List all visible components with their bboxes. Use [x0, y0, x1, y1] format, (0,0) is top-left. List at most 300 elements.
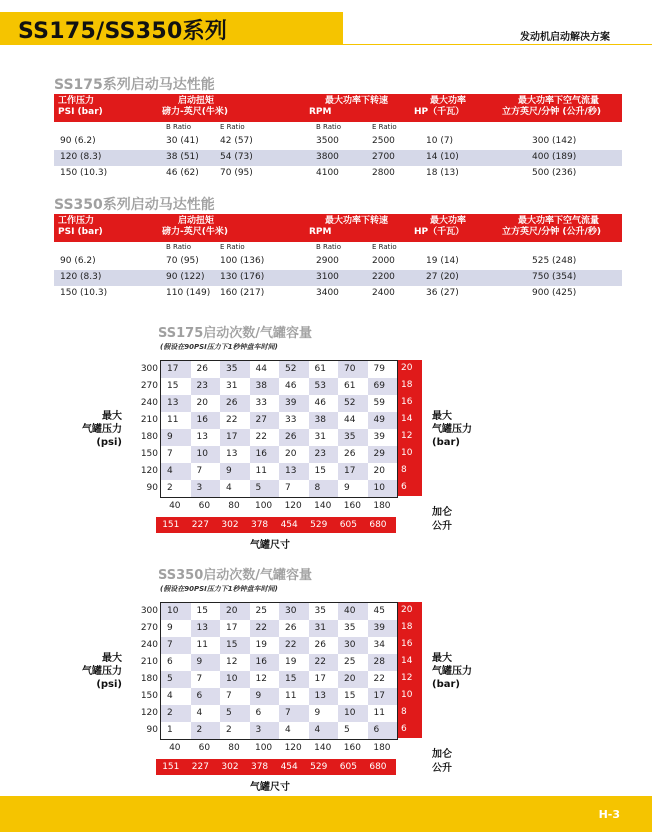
- grid-cell: 12: [220, 654, 250, 671]
- cell-tb: 70 (95): [166, 256, 199, 266]
- cell-tb: 46 (62): [166, 168, 199, 178]
- grid-cell: 39: [368, 429, 398, 446]
- gallon-tick: 40: [169, 501, 181, 511]
- grid-cell: 3: [250, 722, 280, 739]
- grid-cell: 13: [191, 620, 221, 637]
- gallon-tick: 140: [314, 743, 332, 753]
- grid-cell: 17: [161, 361, 191, 378]
- left-axis-title-line: 最大: [102, 411, 122, 422]
- grid-row: [161, 637, 397, 654]
- grid-row: [161, 412, 397, 429]
- liter-tick: 529: [310, 520, 328, 530]
- grid-cell: 31: [309, 429, 339, 446]
- grid-cell: 1: [161, 722, 191, 739]
- cell-rb: 3400: [316, 288, 339, 298]
- liter-label: 公升: [432, 763, 452, 774]
- grid-cell: 10: [220, 671, 250, 688]
- psi-tick: 240: [140, 640, 158, 650]
- gallon-tick: 160: [343, 501, 361, 511]
- right-axis-title-line: (bar): [432, 679, 460, 690]
- cell-air: 400 (189): [532, 152, 577, 162]
- bar-axis-column: [398, 602, 422, 738]
- bar-tick: 8: [401, 707, 407, 717]
- bar-tick: 20: [401, 363, 413, 373]
- cell-te: 160 (217): [220, 288, 265, 298]
- capacity-note: (假设在90PSI压力下1秒钟盘车时间): [160, 343, 278, 351]
- left-axis-title: [62, 410, 122, 449]
- header-rpm-0: 最大功率下转速: [325, 216, 389, 226]
- grid-cell: 30: [279, 603, 309, 620]
- grid-cell: 38: [250, 378, 280, 395]
- psi-axis-labels: [128, 361, 158, 497]
- cell-air: 750 (354): [532, 272, 577, 282]
- header-air-1: 立方英尺/分钟 (公升/秒): [502, 107, 601, 117]
- perf-table-header: [54, 214, 622, 242]
- gallon-axis-labels: [160, 501, 398, 511]
- cell-hp: 27 (20): [426, 272, 459, 282]
- ratio-subheader: [54, 242, 622, 254]
- liter-tick: 454: [280, 520, 298, 530]
- cell-te: 42 (57): [220, 136, 253, 146]
- gallon-tick: 80: [228, 501, 240, 511]
- grid-cell: 34: [368, 637, 398, 654]
- grid-cell: 22: [368, 671, 398, 688]
- grid-cell: 9: [161, 429, 191, 446]
- x-axis-title: 气罐尺寸: [250, 540, 290, 551]
- cell-re: 2400: [372, 288, 395, 298]
- grid-row: [161, 378, 397, 395]
- ratio-label: E Ratio: [372, 243, 397, 251]
- capacity-title: SS350启动次数/气罐容量: [158, 568, 313, 583]
- grid-cell: 6: [161, 654, 191, 671]
- grid-cell: 7: [279, 705, 309, 722]
- gallon-tick: 140: [314, 501, 332, 511]
- right-axis-title: [432, 652, 472, 691]
- gallon-tick: 180: [373, 743, 391, 753]
- grid-cell: 15: [338, 688, 368, 705]
- grid-cell: 31: [220, 378, 250, 395]
- cell-hp: 14 (10): [426, 152, 459, 162]
- grid-cell: 53: [309, 378, 339, 395]
- grid-cell: 46: [279, 378, 309, 395]
- grid-cell: 10: [191, 446, 221, 463]
- grid-cell: 52: [279, 361, 309, 378]
- cell-re: 2000: [372, 256, 395, 266]
- grid-cell: 5: [250, 480, 280, 497]
- grid-cell: 13: [161, 395, 191, 412]
- header-rpm-1: RPM: [309, 107, 332, 117]
- grid-cell: 25: [250, 603, 280, 620]
- grid-cell: 17: [309, 671, 339, 688]
- grid-row: [161, 446, 397, 463]
- grid-cell: 46: [309, 395, 339, 412]
- perf-table-title: SS175系列启动马达性能: [54, 77, 215, 93]
- grid-row: [161, 429, 397, 446]
- bar-tick: 12: [401, 431, 413, 441]
- liter-tick: 605: [339, 520, 357, 530]
- grid-cell: 3: [191, 480, 221, 497]
- grid-cell: 2: [220, 722, 250, 739]
- grid-cell: 12: [250, 671, 280, 688]
- grid-cell: 35: [338, 429, 368, 446]
- psi-tick: 180: [140, 674, 158, 684]
- grid-cell: 33: [279, 412, 309, 429]
- header-torque-1: 磅力-英尺(牛米): [162, 107, 228, 117]
- bar-axis-column: [398, 360, 422, 496]
- grid-cell: 4: [161, 688, 191, 705]
- grid-cell: 2: [161, 705, 191, 722]
- cell-p: 150 (10.3): [60, 288, 108, 298]
- grid-cell: 5: [338, 722, 368, 739]
- cell-re: 2700: [372, 152, 395, 162]
- header-air-0: 最大功率下空气流量: [518, 216, 600, 226]
- grid-cell: 23: [191, 378, 221, 395]
- ratio-label: E Ratio: [372, 123, 397, 131]
- grid-cell: 7: [220, 688, 250, 705]
- ratio-label: B Ratio: [316, 243, 341, 251]
- grid-cell: 26: [309, 637, 339, 654]
- cell-p: 120 (8.3): [60, 152, 102, 162]
- grid-cell: 27: [250, 412, 280, 429]
- liter-tick: 605: [339, 762, 357, 772]
- grid-cell: 13: [220, 446, 250, 463]
- grid-cell: 61: [309, 361, 339, 378]
- cell-tb: 38 (51): [166, 152, 199, 162]
- table-row: [54, 166, 622, 182]
- grid-cell: 39: [368, 620, 398, 637]
- grid-cell: 4: [191, 705, 221, 722]
- psi-tick: 210: [140, 657, 158, 667]
- bar-tick: 10: [401, 448, 413, 458]
- left-axis-title: [62, 652, 122, 691]
- grid-cell: 10: [338, 705, 368, 722]
- ratio-label: E Ratio: [220, 123, 245, 131]
- psi-tick: 180: [140, 432, 158, 442]
- left-axis-title-line: (psi): [96, 437, 122, 448]
- header-torque-1: 磅力-英尺(牛米): [162, 227, 228, 237]
- table-row: [54, 150, 622, 166]
- grid-cell: 15: [279, 671, 309, 688]
- cell-tb: 90 (122): [166, 272, 205, 282]
- cell-p: 90 (6.2): [60, 136, 96, 146]
- gallon-label: 加仑: [432, 749, 452, 760]
- grid-cell: 8: [309, 480, 339, 497]
- grid-cell: 25: [338, 654, 368, 671]
- liter-tick: 227: [191, 520, 209, 530]
- left-axis-title-line: 最大: [102, 653, 122, 664]
- left-axis-title-line: 气罐压力: [82, 424, 122, 435]
- liter-label: 公升: [432, 521, 452, 532]
- psi-tick: 240: [140, 398, 158, 408]
- grid-row: [161, 463, 397, 480]
- cell-p: 90 (6.2): [60, 256, 96, 266]
- grid-cell: 2: [191, 722, 221, 739]
- grid-cell: 20: [338, 671, 368, 688]
- gallon-tick: 180: [373, 501, 391, 511]
- grid-cell: 13: [279, 463, 309, 480]
- grid-row: [161, 395, 397, 412]
- grid-cell: 15: [220, 637, 250, 654]
- table-row: [54, 254, 622, 270]
- grid-cell: 6: [250, 705, 280, 722]
- grid-cell: 4: [279, 722, 309, 739]
- grid-row: [161, 603, 397, 620]
- left-axis-title-line: 气罐压力: [82, 666, 122, 677]
- grid-cell: 22: [220, 412, 250, 429]
- psi-tick: 120: [140, 466, 158, 476]
- liter-tick: 454: [280, 762, 298, 772]
- grid-cell: 5: [161, 671, 191, 688]
- psi-tick: 300: [140, 364, 158, 374]
- grid-cell: 17: [368, 688, 398, 705]
- ratio-subheader: [54, 122, 622, 134]
- liter-tick: 529: [310, 762, 328, 772]
- grid-cell: 31: [309, 620, 339, 637]
- header-torque-0: 启动扭矩: [178, 216, 215, 226]
- right-axis-title: [432, 410, 472, 449]
- grid-cell: 26: [191, 361, 221, 378]
- bar-tick: 6: [401, 482, 407, 492]
- gallon-tick: 60: [198, 501, 211, 511]
- grid-cell: 15: [161, 378, 191, 395]
- gallon-axis-labels: [160, 743, 398, 753]
- grid-cell: 16: [191, 412, 221, 429]
- grid-cell: 26: [279, 429, 309, 446]
- header-pressure-1: PSI (bar): [58, 107, 103, 117]
- psi-tick: 120: [140, 708, 158, 718]
- grid-cell: 17: [220, 620, 250, 637]
- liter-tick: 378: [250, 520, 269, 530]
- grid-row: [161, 361, 397, 378]
- header-pressure-0: 工作压力: [58, 96, 95, 106]
- cell-rb: 4100: [316, 168, 339, 178]
- grid-cell: 16: [250, 446, 280, 463]
- bar-tick: 10: [401, 690, 413, 700]
- grid-cell: 17: [338, 463, 368, 480]
- cell-hp: 19 (14): [426, 256, 459, 266]
- grid-cell: 6: [191, 688, 221, 705]
- perf-table-title: SS350系列启动马达性能: [54, 197, 215, 213]
- gallon-tick: 100: [254, 501, 273, 511]
- grid-cell: 22: [250, 620, 280, 637]
- grid-cell: 9: [250, 688, 280, 705]
- grid-cell: 29: [368, 446, 398, 463]
- grid-cell: 5: [220, 705, 250, 722]
- psi-tick: 300: [140, 606, 158, 616]
- psi-axis-labels: [128, 603, 158, 739]
- table-row: [54, 270, 622, 286]
- right-axis-title-line: (bar): [432, 437, 460, 448]
- gallon-tick: 40: [169, 743, 181, 753]
- ratio-label: B Ratio: [316, 123, 341, 131]
- cell-hp: 10 (7): [426, 136, 454, 146]
- gallon-tick: 80: [228, 743, 240, 753]
- grid-cell: 19: [279, 654, 309, 671]
- bar-tick: 20: [401, 605, 413, 615]
- grid-cell: 19: [250, 637, 280, 654]
- grid-cell: 9: [338, 480, 368, 497]
- cell-rb: 2900: [316, 256, 339, 266]
- gallon-tick: 120: [284, 501, 302, 511]
- right-axis-title-line: 最大: [432, 653, 452, 664]
- liter-tick: 302: [221, 762, 239, 772]
- right-axis-title-line: 气罐压力: [432, 666, 472, 677]
- ratio-label: B Ratio: [166, 243, 191, 251]
- cell-air: 525 (248): [532, 256, 577, 266]
- header-pressure-0: 工作压力: [58, 216, 95, 226]
- cell-rb: 3100: [316, 272, 339, 282]
- header-air-1: 立方英尺/分钟 (公升/秒): [502, 227, 601, 237]
- perf-table: [54, 94, 622, 182]
- capacity-title: SS175启动次数/气罐容量: [158, 326, 313, 341]
- cell-tb: 30 (41): [166, 136, 199, 146]
- perf-table: [54, 214, 622, 302]
- cell-air: 500 (236): [532, 168, 577, 178]
- bar-tick: 16: [401, 639, 413, 649]
- grid-cell: 70: [338, 361, 368, 378]
- grid-row: [161, 620, 397, 637]
- cell-re: 2200: [372, 272, 395, 282]
- header-pressure-1: PSI (bar): [58, 227, 103, 237]
- grid-cell: 4: [220, 480, 250, 497]
- grid-cell: 33: [250, 395, 280, 412]
- grid-cell: 13: [191, 429, 221, 446]
- grid-cell: 10: [161, 603, 191, 620]
- grid-cell: 22: [279, 637, 309, 654]
- liter-tick: 151: [162, 520, 180, 530]
- header-rpm-0: 最大功率下转速: [325, 96, 389, 106]
- bar-tick: 12: [401, 673, 413, 683]
- liter-axis-labels: [156, 517, 396, 533]
- page-number: H-3: [598, 808, 620, 821]
- cell-p: 120 (8.3): [60, 272, 102, 282]
- liter-axis-labels: [156, 759, 396, 775]
- grid-cell: 7: [279, 480, 309, 497]
- header-hp-1: HP（千瓦）: [414, 107, 465, 117]
- cell-re: 2800: [372, 168, 395, 178]
- bar-tick: 8: [401, 465, 407, 475]
- cell-hp: 18 (13): [426, 168, 459, 178]
- grid-row: [161, 654, 397, 671]
- psi-tick: 90: [146, 725, 158, 735]
- table-row: [54, 286, 622, 302]
- grid-cell: 38: [309, 412, 339, 429]
- cell-rb: 3800: [316, 152, 339, 162]
- grid-cell: 26: [279, 620, 309, 637]
- header-torque-0: 启动扭矩: [178, 96, 215, 106]
- grid-cell: 7: [161, 637, 191, 654]
- grid-cell: 59: [368, 395, 398, 412]
- cell-rb: 3500: [316, 136, 339, 146]
- grid-row: [161, 705, 397, 722]
- grid-cell: 11: [279, 688, 309, 705]
- liter-tick: 378: [250, 762, 269, 772]
- cell-te: 100 (136): [220, 256, 265, 266]
- grid-row: [161, 480, 397, 497]
- ratio-label: E Ratio: [220, 243, 245, 251]
- header-rule: [343, 44, 652, 45]
- grid-cell: 17: [220, 429, 250, 446]
- grid-cell: 30: [338, 637, 368, 654]
- grid-cell: 7: [161, 446, 191, 463]
- bar-tick: 14: [401, 656, 413, 666]
- liter-tick: 151: [162, 762, 180, 772]
- grid-cell: 45: [368, 603, 398, 620]
- grid-cell: 44: [250, 361, 280, 378]
- right-axis-title-line: 气罐压力: [432, 424, 472, 435]
- gallon-tick: 100: [254, 743, 273, 753]
- bar-tick: 16: [401, 397, 413, 407]
- grid-cell: 11: [250, 463, 280, 480]
- capacity-grid: [160, 602, 398, 740]
- capacity-grid: [160, 360, 398, 498]
- bar-tick: 14: [401, 414, 413, 424]
- gallon-tick: 60: [198, 743, 211, 753]
- grid-cell: 22: [250, 429, 280, 446]
- bar-tick: 18: [401, 622, 413, 632]
- cell-air: 900 (425): [532, 288, 577, 298]
- grid-cell: 44: [338, 412, 368, 429]
- grid-cell: 20: [191, 395, 221, 412]
- ratio-label: B Ratio: [166, 123, 191, 131]
- table-row: [54, 134, 622, 150]
- grid-cell: 9: [161, 620, 191, 637]
- cell-te: 54 (73): [220, 152, 253, 162]
- grid-row: [161, 688, 397, 705]
- grid-row: [161, 671, 397, 688]
- liter-tick: 680: [369, 762, 387, 772]
- grid-cell: 9: [309, 705, 339, 722]
- grid-cell: 22: [309, 654, 339, 671]
- psi-tick: 90: [146, 483, 158, 493]
- page-subtitle: 发动机启动解决方案: [520, 32, 610, 43]
- grid-cell: 39: [279, 395, 309, 412]
- cell-te: 70 (95): [220, 168, 253, 178]
- grid-cell: 9: [191, 654, 221, 671]
- x-axis-title: 气罐尺寸: [250, 782, 290, 793]
- grid-cell: 49: [368, 412, 398, 429]
- gallon-tick: 160: [343, 743, 361, 753]
- grid-cell: 15: [191, 603, 221, 620]
- grid-cell: 2: [161, 480, 191, 497]
- grid-row: [161, 722, 397, 739]
- gallon-label: 加仑: [432, 507, 452, 518]
- grid-cell: 7: [191, 671, 221, 688]
- footer-band: [0, 796, 652, 832]
- grid-cell: 26: [338, 446, 368, 463]
- cell-tb: 110 (149): [166, 288, 211, 298]
- grid-cell: 61: [338, 378, 368, 395]
- grid-cell: 9: [220, 463, 250, 480]
- grid-cell: 4: [161, 463, 191, 480]
- grid-cell: 4: [309, 722, 339, 739]
- grid-cell: 20: [279, 446, 309, 463]
- cell-p: 150 (10.3): [60, 168, 108, 178]
- cell-re: 2500: [372, 136, 395, 146]
- liter-tick: 680: [369, 520, 387, 530]
- grid-cell: 35: [220, 361, 250, 378]
- grid-cell: 28: [368, 654, 398, 671]
- grid-cell: 69: [368, 378, 398, 395]
- header-air-0: 最大功率下空气流量: [518, 96, 600, 106]
- page-title: SS175/SS350系列: [18, 19, 228, 44]
- grid-cell: 11: [368, 705, 398, 722]
- psi-tick: 270: [140, 623, 158, 633]
- right-axis-title-line: 最大: [432, 411, 452, 422]
- header-hp-0: 最大功率: [430, 96, 467, 106]
- grid-cell: 26: [220, 395, 250, 412]
- cell-te: 130 (176): [220, 272, 265, 282]
